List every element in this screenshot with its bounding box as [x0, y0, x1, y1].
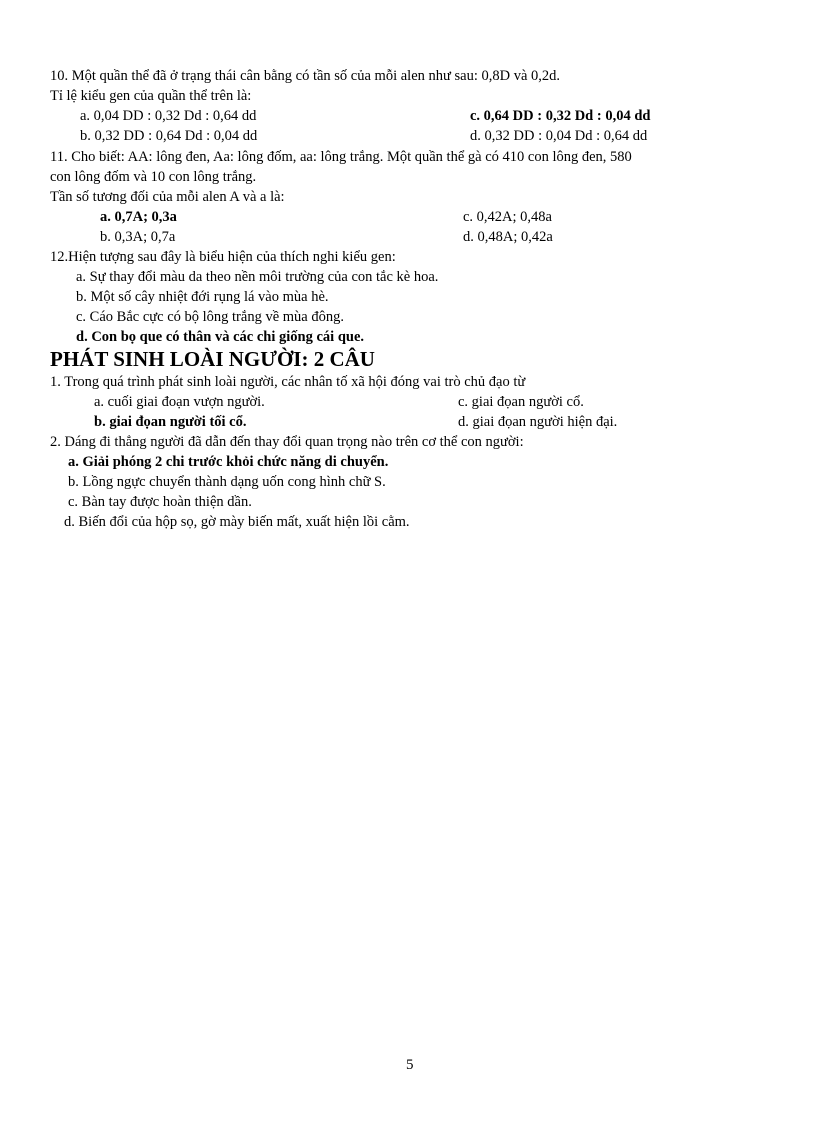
q10-stem-line2: Tỉ lệ kiểu gen của quần thể trên là: — [50, 88, 252, 104]
s1-option-d: d. giai đọan người hiện đại. — [458, 414, 618, 430]
section-heading: PHÁT SINH LOÀI NGƯỜI: 2 CÂU — [50, 347, 375, 371]
q10-option-b: b. 0,32 DD : 0,64 Dd : 0,04 dd — [80, 128, 258, 144]
q12-option-d-answer: d. Con bọ que có thân và các chi giống cái que. — [76, 329, 365, 345]
q11-stem-line3: Tần số tương đối của mỗi alen A và a là: — [50, 189, 285, 205]
q12-option-a: a. Sự thay đổi màu da theo nền môi trường của con tắc kè hoa. — [76, 269, 439, 285]
q11-option-a-answer: a. 0,7A; 0,3a — [100, 209, 177, 225]
q11-option-b: b. 0,3A; 0,7a — [100, 229, 176, 245]
q10-stem-line1: 10. Một quần thể đã ở trạng thái cân bằng có tần số của mỗi alen như sau: 0,8D và 0,2d. — [50, 68, 561, 84]
s2-option-c: c. Bàn tay được hoàn thiện dần. — [68, 494, 252, 510]
s2-stem: 2. Dáng đi thẳng người đã dẫn đến thay đổi quan trọng nào trên cơ thể con người: — [50, 434, 524, 450]
s1-option-b-answer: b. giai đọan người tối cổ. — [94, 414, 247, 430]
s2-option-d: d. Biến đổi của hộp sọ, gờ mày biến mất, xuất hiện lồi cằm. — [64, 514, 410, 530]
q10-option-d: d. 0,32 DD : 0,04 Dd : 0,64 dd — [470, 128, 648, 144]
page-number: 5 — [406, 1057, 414, 1073]
q12-stem: 12.Hiện tượng sau đây là biểu hiện của thích nghi kiểu gen: — [50, 249, 396, 265]
q10-option-a: a. 0,04 DD : 0,32 Dd : 0,64 dd — [80, 108, 257, 124]
q12-option-b: b. Một số cây nhiệt đới rụng lá vào mùa hè. — [76, 289, 329, 305]
q10-option-c-answer: c. 0,64 DD : 0,32 Dd : 0,04 dd — [470, 108, 651, 124]
s1-option-a: a. cuối giai đoạn vượn người. — [94, 394, 265, 410]
q11-stem-line1: 11. Cho biết: AA: lông đen, Aa: lông đốm, aa: lông trắng. Một quần thể gà có 410 con lông đen, 580 — [50, 149, 632, 165]
s2-option-a-answer: a. Giải phóng 2 chi trước khỏi chức năng di chuyển. — [68, 454, 389, 470]
s1-stem: 1. Trong quá trình phát sinh loài người, các nhân tố xã hội đóng vai trò chủ đạo từ — [50, 374, 526, 390]
q11-option-d: d. 0,48A; 0,42a — [463, 229, 553, 245]
q11-stem-line2: con lông đốm và 10 con lông trắng. — [50, 169, 257, 185]
s1-option-c: c. giai đọan người cổ. — [458, 394, 584, 410]
q12-option-c: c. Cáo Bắc cực có bộ lông trắng về mùa đông. — [76, 309, 344, 325]
s2-option-b: b. Lồng ngực chuyển thành dạng uốn cong hình chữ S. — [68, 474, 386, 490]
q11-option-c: c. 0,42A; 0,48a — [463, 209, 552, 225]
